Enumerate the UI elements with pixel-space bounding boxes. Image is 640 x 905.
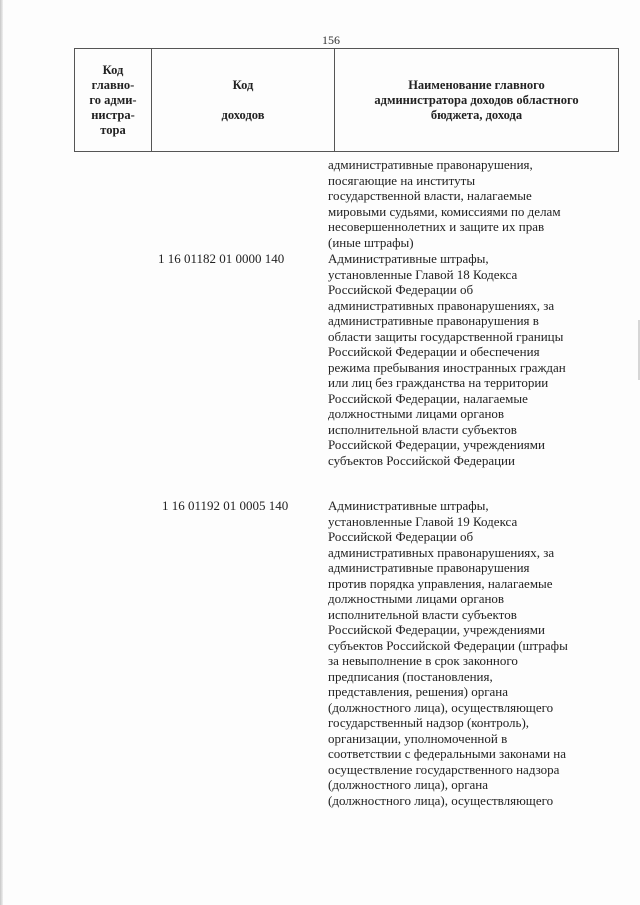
header-income-code: Код доходов xyxy=(152,49,335,152)
income-description: административные правонарушения, посягающие на институты государственной власти, налагаемые мировыми судьями, комиссиями по делам несовершеннолетних и защите их прав (иные штрафы) xyxy=(328,157,561,250)
header-name: Наименование главного администратора доходов областного бюджета, дохода xyxy=(335,49,619,152)
scan-edge-left xyxy=(0,0,3,905)
income-code: 1 16 01192 01 0005 140 xyxy=(162,498,289,513)
income-description: Административные штрафы, установленные Главой 18 Кодекса Российской Федерации об административных правонарушениях, за административные правонарушения в области защиты государственной границы Российской Федерации и обеспечения режима пребывания иностранных граждан или лиц без гражданства на территории Российской Федерации, налагаемые должностными лицами органов исполнительной власти субъектов Российской Федерации, учреждениями субъектов Российской Федерации xyxy=(328,251,566,468)
income-code: 1 16 01182 01 0000 140 xyxy=(158,251,285,266)
header-admin-code: Код главно- го адми- нистра- тора xyxy=(75,49,152,152)
page-number: 156 xyxy=(322,33,340,47)
income-description: Административные штрафы, установленные Главой 19 Кодекса Российской Федерации об административных правонарушениях, за административные правонарушения против порядка управления, налагаемые должностными лицами органов исполнительной власти субъектов Российской Федерации, учреждениями субъектов Российской Федерации (штрафы за невыполнение в срок законного предписания (постановления, представления, решения) органа (должностного лица), осуществляющего государственный надзор (контроль), организации, уполномоченной в соответствии с федеральными законами на осуществление государственного надзора (должностного лица), органа (должностного лица), осуществляющего xyxy=(328,498,568,808)
table-header xyxy=(74,48,619,152)
